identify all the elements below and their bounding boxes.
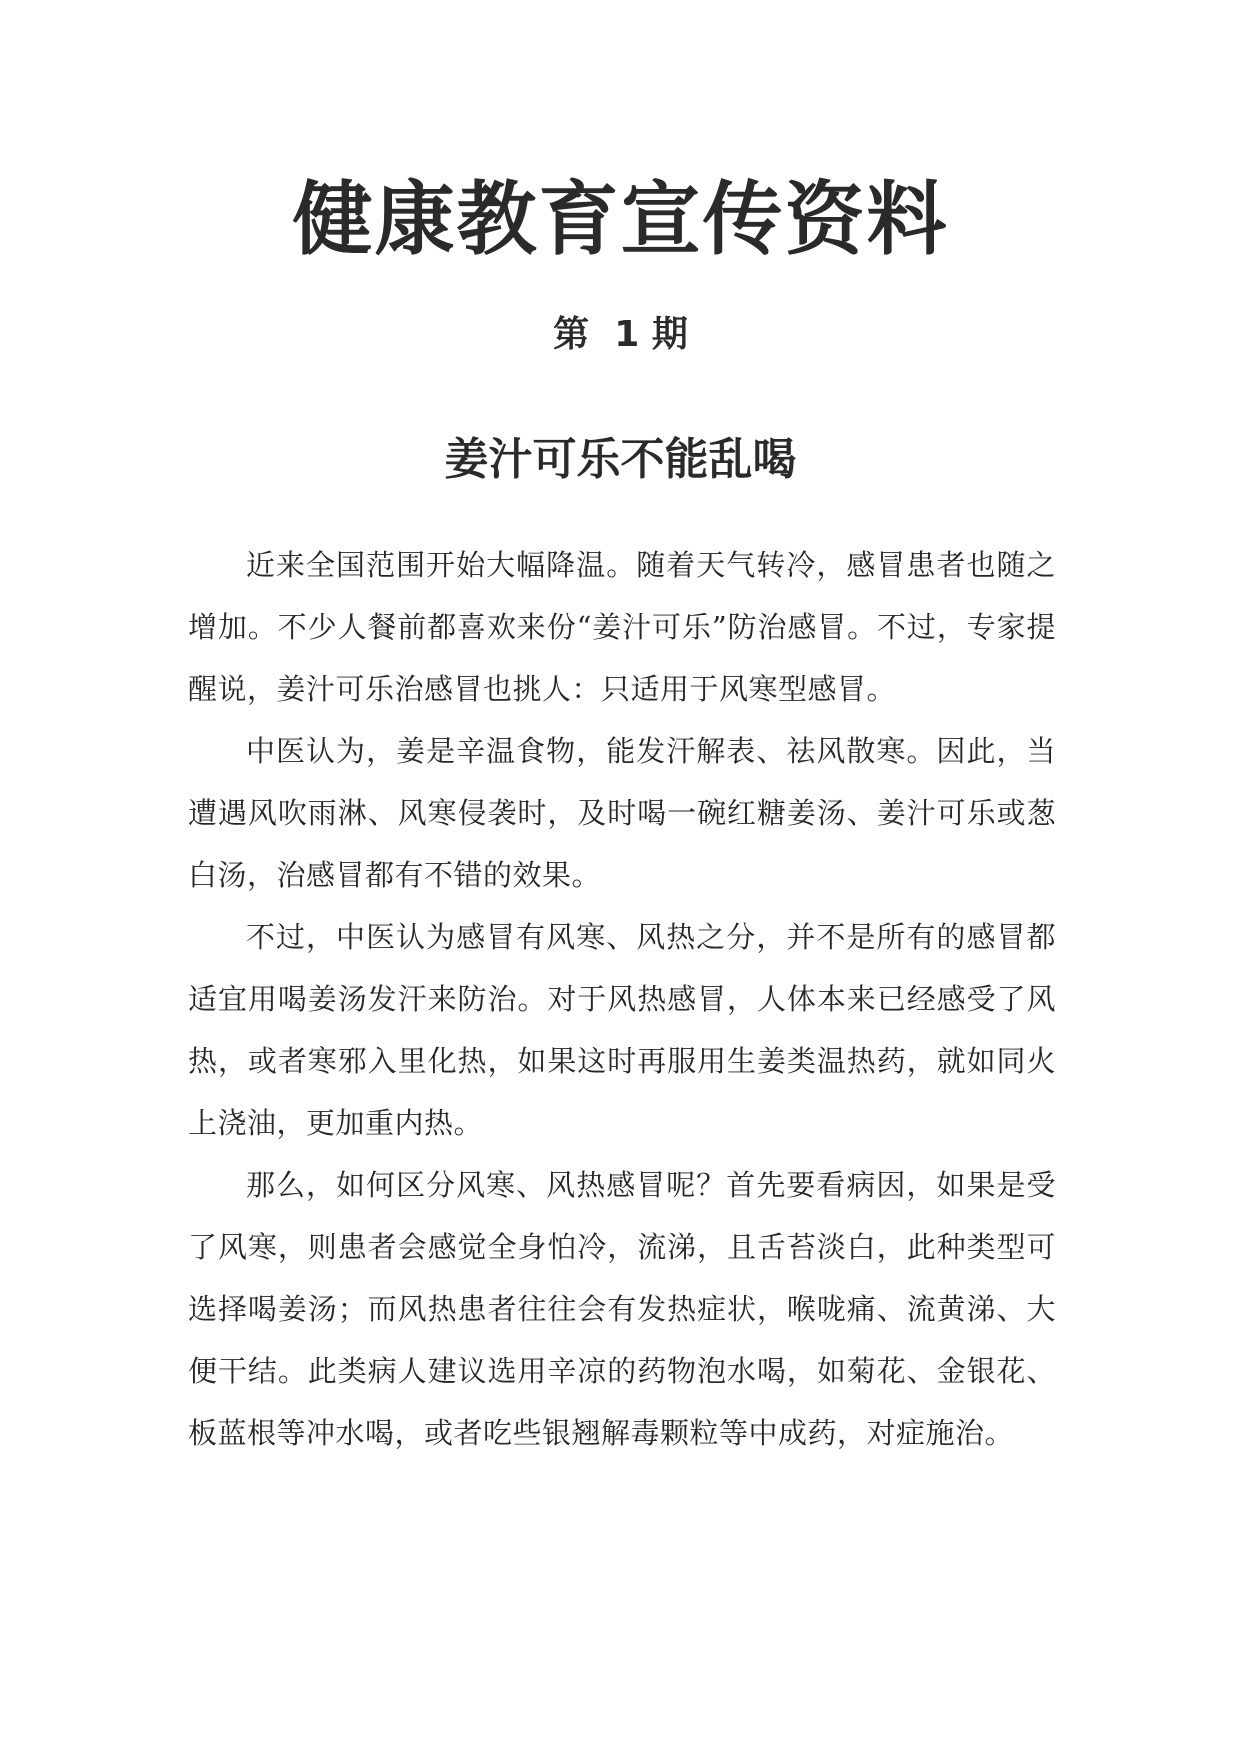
paragraph-4: 那么，如何区分风寒、风热感冒呢？首先要看病因，如果是受了风寒，则患者会感觉全身怕冷，流涕，且舌苔淡白，此种类型可选择喝姜汤；而风热患者往往会有发热症状，喉咙痛、流黄涕、大便干结。此类病人建议选用辛凉的药物泡水喝，如菊花、金银花、板蓝根等冲水喝，或者吃些银翘解毒颗粒等中成药，对症施治。: [188, 1168, 1056, 1450]
paragraph-1: 近来全国范围开始大幅降温。随着天气转冷，感冒患者也随之增加。不少人餐前都喜欢来份“姜汁可乐”防治感冒。不过，专家提醒说，姜汁可乐治感冒也挑人：只适用于风寒型感冒。: [188, 548, 1056, 706]
article-title: 姜汁可乐不能乱喝: [444, 434, 797, 485]
paragraph-2: 中医认为，姜是辛温食物，能发汗解表、祛风散寒。因此，当遭遇风吹雨淋、风寒侵袭时，及时喝一碗红糖姜汤、姜汁可乐或葱白汤，治感冒都有不错的效果。: [188, 734, 1056, 892]
issue-number: 第 1 期: [553, 314, 688, 355]
document-title: 健康教育宣传资料: [292, 173, 949, 266]
article-body: [188, 534, 1056, 1464]
paragraph-3: 不过，中医认为感冒有风寒、风热之分，并不是所有的感冒都适宜用喝姜汤发汗来防治。对于风热感冒，人体本来已经感受了风热，或者寒邪入里化热，如果这时再服用生姜类温热药，就如同火上浇油，更加重内热。: [188, 920, 1056, 1140]
